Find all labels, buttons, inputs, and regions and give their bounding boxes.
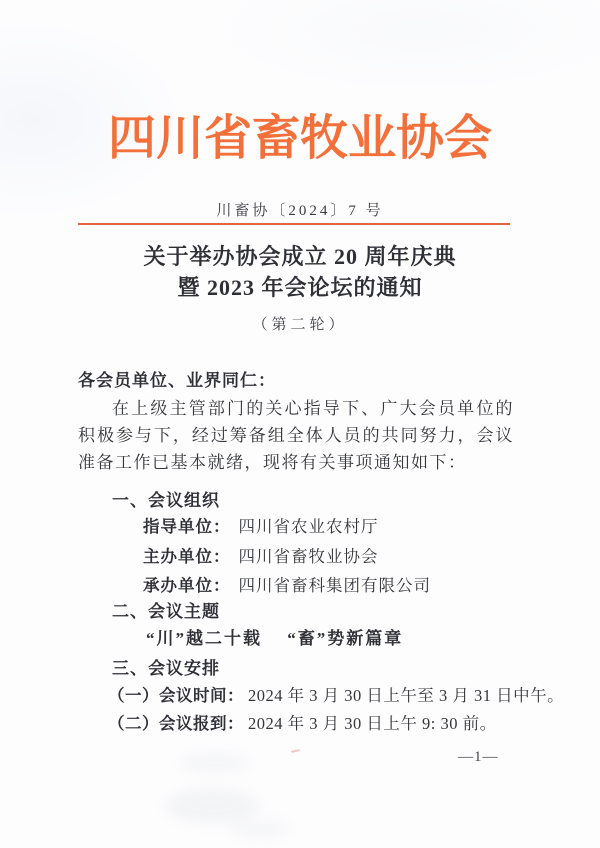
organization-item-label: 主办单位： (143, 547, 231, 566)
organization-item-label: 指导单位： (143, 517, 231, 536)
salutation: 各会员单位、业界同仁： (78, 371, 276, 390)
organization-item-value: 四川省畜科集团有限公司 (238, 576, 431, 595)
round-label: （第二轮） (252, 317, 348, 333)
doc-number: 川畜协〔2024〕7 号 (216, 203, 384, 219)
header-divider-line (78, 223, 510, 225)
arrangement-item-label: （一）会议时间： (108, 686, 244, 705)
organization-item-label: 承办单位： (143, 576, 231, 595)
section-heading-arrangement: 三、会议安排 (112, 659, 220, 678)
doc-title-line-1: 关于举办协会成立 20 周年庆典 (143, 244, 457, 269)
scan-smudge (230, 820, 290, 838)
organization-item-value: 四川省农业农村厅 (238, 517, 379, 536)
arrangement-item-label: （二）会议报到： (108, 714, 244, 733)
section-heading-theme: 二、会议主题 (112, 602, 220, 621)
page-number: —1— (458, 749, 499, 765)
section-heading-organization: 一、会议组织 (112, 491, 220, 510)
organization-item-organizer (143, 572, 431, 596)
organization-item-guidance (143, 513, 379, 537)
doc-title (0, 241, 600, 303)
arrangement-item-checkin (108, 710, 497, 734)
meeting-theme: “川”越二十载 “畜”势新篇章 (146, 629, 404, 648)
scan-speck (291, 749, 300, 753)
arrangement-item-value: 2024 年 3 月 30 日上午至 3 月 31 日中午。 (248, 686, 565, 705)
organization-item-host (143, 543, 379, 567)
org-title: 四川省畜牧业协会 (107, 112, 492, 165)
arrangement-item-value: 2024 年 3 月 30 日上午 9: 30 前。 (248, 714, 497, 733)
scan-smudge (165, 788, 260, 824)
scan-smudge (180, 752, 250, 774)
arrangement-item-time (108, 682, 564, 706)
doc-title-line-2: 暨 2023 年会论坛的通知 (177, 275, 423, 300)
organization-item-value: 四川省畜牧业协会 (238, 547, 379, 566)
intro-paragraph: 在上级主管部门的关心指导下、广大会员单位的积极参与下，经过筹备组全体人员的共同努力，会议准备工作已基本就绪，现将有关事项通知如下： (78, 399, 514, 472)
